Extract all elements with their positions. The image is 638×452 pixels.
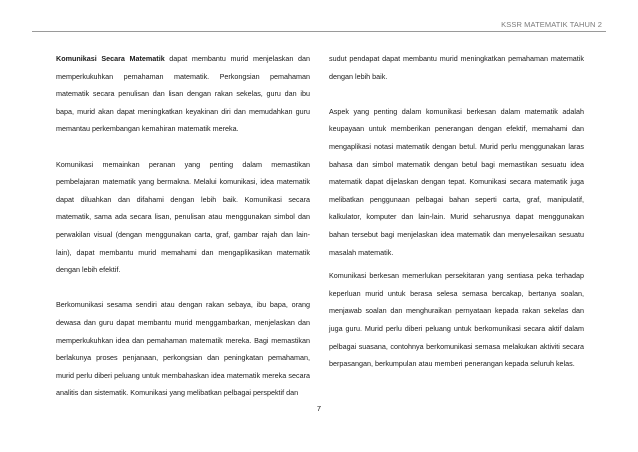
- paragraph-komunikasi-intro: [56, 50, 310, 138]
- paragraph-peranan-komunikasi: Komunikasi memainkan peranan yang penting dalam memastikan pembelajaran matematik yang bermakna. Melalui komunikasi, idea matematik dapat diluahkan dan difahami dengan lebih baik. Komunikasi secara matematik, sama ada secara lisan, penulisan atau menggunakan simbol dan perwakilan visual (dengan menggunakan carta, graf, gambar rajah dan lain-lain), dapat membantu murid memahami dan mengaplikasikan matematik dengan lebih efektif.: [56, 159, 310, 275]
- paragraph-komunikasi-berkesan: Komunikasi berkesan memerlukan persekitaran yang sentiasa peka terhadap keperluan murid untuk berasa selesa semasa bercakap, bertanya soalan, menjawab soalan dan menghuraikan pernyataan kepada rakan sekelas dan juga guru. Murid perlu diberi peluang untuk berkomunikasi secara aktif dalam pelbagai suasana, contohnya berkomunikasi semasa melakukan aktiviti secara berpasangan, berkumpulan atau memberi penerangan kepada seluruh kelas.: [329, 271, 584, 369]
- paragraph-text: dapat membantu murid menjelaskan dan memperkukuhkan pemahaman matematik. Perkongsian pemahaman matematik secara penulisan dan lisan dengan rakan sekelas, guru dan ibu bapa, murid akan dapat meningkatkan keyakinan diri dan memudahkan guru memantau perkembangan kemahiran matematik mereka.: [56, 54, 310, 134]
- running-header: KSSR MATEMATIK TAHUN 2: [501, 20, 602, 29]
- term-komunikasi-secara-matematik: Komunikasi Secara Matematik: [56, 54, 165, 63]
- page-number: 7: [316, 404, 322, 413]
- paragraph-berkomunikasi: Berkomunikasi sesama sendiri atau dengan rakan sebaya, ibu bapa, orang dewasa dan guru dapat membantu murid menggambarkan, menjelaskan dan memperkukuhkan idea dan pemahaman matematik mereka. Bagi memastikan berlakunya proses penjanaan, perkongsian dan peningkatan pemahaman, murid perlu diberi peluang untuk membahaskan idea matematik mereka secara analitis dan sistematik. Komunikasi yang melibatkan pelbagai perspektif dan: [56, 300, 310, 398]
- left-column: [56, 50, 310, 402]
- paragraph-aspek-penting: Aspek yang penting dalam komunikasi berkesan dalam matematik adalah keupayaan untuk memberikan penerangan dengan efektif, memahami dan mengaplikasi notasi matematik dengan betul. Murid perlu menggunakan laras bahasa dan simbol matematik dengan betul bagi memastikan sesuatu idea matematik dapat dijelaskan dengan tepat. Komunikasi secara matematik juga melibatkan penggunaan pelbagai bahan seperti carta, graf, manipulatif, kalkulator, komputer dan lain-lain. Murid seharusnya dapat menggunakan bahan tersebut bagi menjelaskan idea matematik dan menyelesaikan sesuatu masalah matematik.: [329, 106, 584, 257]
- right-column: [329, 50, 584, 373]
- header-divider: [32, 31, 606, 32]
- paragraph-sudut-pendapat: sudut pendapat dapat membantu murid meningkatkan pemahaman matematik dengan lebih baik.: [329, 54, 584, 81]
